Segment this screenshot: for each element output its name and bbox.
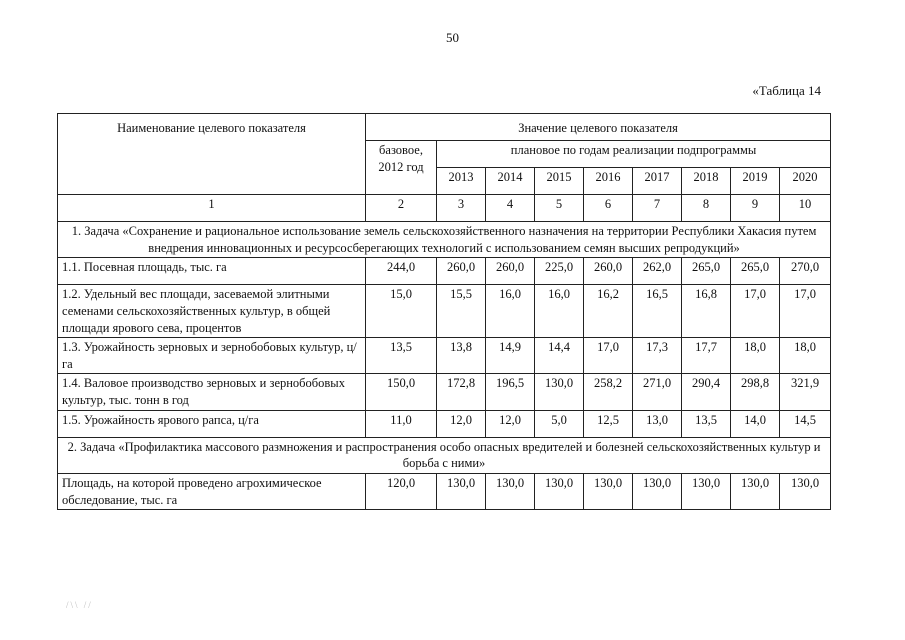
indicator-value: 130,0 xyxy=(535,374,584,410)
year-header: 2015 xyxy=(535,168,584,195)
indicator-value: 13,8 xyxy=(437,338,486,374)
column-number: 3 xyxy=(437,195,486,222)
indicator-value: 14,5 xyxy=(780,410,831,437)
column-number: 10 xyxy=(780,195,831,222)
header-planned-years: плановое по годам реализации подпрограммы xyxy=(437,141,831,168)
indicator-value: 150,0 xyxy=(366,374,437,410)
page-number: 50 xyxy=(446,30,459,45)
year-header: 2014 xyxy=(486,168,535,195)
indicator-value: 17,0 xyxy=(584,338,633,374)
indicator-value: 12,0 xyxy=(486,410,535,437)
indicator-value: 16,2 xyxy=(584,285,633,338)
target-indicators-table xyxy=(57,113,831,510)
indicator-value: 16,0 xyxy=(486,285,535,338)
indicator-value: 262,0 xyxy=(633,258,682,285)
column-number: 7 xyxy=(633,195,682,222)
indicator-value: 17,3 xyxy=(633,338,682,374)
task-2-heading: 2. Задача «Профилактика массового размножения и распространения особо опасных вредителей и болезней сельскохозяйственных культур и борьба с ними» xyxy=(58,437,831,473)
indicator-value: 13,0 xyxy=(633,410,682,437)
indicator-value: 130,0 xyxy=(633,473,682,509)
column-number: 2 xyxy=(366,195,437,222)
indicator-value: 120,0 xyxy=(366,473,437,509)
indicator-value: 14,9 xyxy=(486,338,535,374)
indicator-value: 260,0 xyxy=(486,258,535,285)
indicator-value: 265,0 xyxy=(682,258,731,285)
table-caption: «Таблица 14 xyxy=(752,83,821,98)
indicator-value: 244,0 xyxy=(366,258,437,285)
indicator-value: 15,0 xyxy=(366,285,437,338)
indicator-value: 260,0 xyxy=(437,258,486,285)
indicator-value: 130,0 xyxy=(437,473,486,509)
indicator-value: 14,0 xyxy=(731,410,780,437)
column-number: 4 xyxy=(486,195,535,222)
column-number: 9 xyxy=(731,195,780,222)
indicator-value: 18,0 xyxy=(780,338,831,374)
indicator-value: 18,0 xyxy=(731,338,780,374)
column-number: 8 xyxy=(682,195,731,222)
indicator-name: Площадь, на которой проведено агрохимическое обследование, тыс. га xyxy=(58,473,366,509)
header-base-year: базовое, 2012 год xyxy=(366,141,437,195)
year-header: 2019 xyxy=(731,168,780,195)
header-indicator-name: Наименование целевого показателя xyxy=(58,114,366,195)
indicator-name: 1.2. Удельный вес площади, засеваемой элитными семенами сельскохозяйственных культур, в общей площади ярового сева, процентов xyxy=(58,285,366,338)
indicator-value: 16,5 xyxy=(633,285,682,338)
column-number: 1 xyxy=(58,195,366,222)
indicator-value: 13,5 xyxy=(366,338,437,374)
year-header: 2016 xyxy=(584,168,633,195)
indicator-value: 172,8 xyxy=(437,374,486,410)
indicator-value: 15,5 xyxy=(437,285,486,338)
indicator-value: 17,7 xyxy=(682,338,731,374)
indicator-value: 16,8 xyxy=(682,285,731,338)
task-1-heading: 1. Задача «Сохранение и рациональное использование земель сельскохозяйственного назначения на территории Республики Хакасия путем внедрения инновационных и ресурсосберегающих технологий с использованием семян высших репродукций» xyxy=(58,222,831,258)
year-header: 2017 xyxy=(633,168,682,195)
column-number: 5 xyxy=(535,195,584,222)
indicator-value: 271,0 xyxy=(633,374,682,410)
year-header: 2013 xyxy=(437,168,486,195)
scan-artifact-mark: /\\ // xyxy=(66,600,93,610)
indicator-name: 1.3. Урожайность зерновых и зернобобовых культур, ц/га xyxy=(58,338,366,374)
header-indicator-value: Значение целевого показателя xyxy=(366,114,831,141)
indicator-value: 270,0 xyxy=(780,258,831,285)
indicator-value: 258,2 xyxy=(584,374,633,410)
indicator-value: 260,0 xyxy=(584,258,633,285)
indicator-value: 130,0 xyxy=(584,473,633,509)
column-number: 6 xyxy=(584,195,633,222)
indicator-value: 225,0 xyxy=(535,258,584,285)
indicator-value: 265,0 xyxy=(731,258,780,285)
indicator-value: 130,0 xyxy=(682,473,731,509)
indicator-value: 321,9 xyxy=(780,374,831,410)
indicator-name: 1.4. Валовое производство зерновых и зернобобовых культур, тыс. тонн в год xyxy=(58,374,366,410)
indicator-name: 1.1. Посевная площадь, тыс. га xyxy=(58,258,366,285)
indicator-value: 11,0 xyxy=(366,410,437,437)
year-header: 2018 xyxy=(682,168,731,195)
indicator-value: 13,5 xyxy=(682,410,731,437)
indicator-value: 5,0 xyxy=(535,410,584,437)
indicator-value: 130,0 xyxy=(731,473,780,509)
indicator-value: 14,4 xyxy=(535,338,584,374)
indicator-value: 196,5 xyxy=(486,374,535,410)
indicator-value: 17,0 xyxy=(731,285,780,338)
year-header: 2020 xyxy=(780,168,831,195)
indicator-name: 1.5. Урожайность ярового рапса, ц/га xyxy=(58,410,366,437)
indicator-value: 130,0 xyxy=(486,473,535,509)
indicator-value: 12,5 xyxy=(584,410,633,437)
indicator-value: 130,0 xyxy=(535,473,584,509)
indicator-value: 17,0 xyxy=(780,285,831,338)
indicator-value: 130,0 xyxy=(780,473,831,509)
indicator-value: 16,0 xyxy=(535,285,584,338)
indicator-value: 290,4 xyxy=(682,374,731,410)
indicator-value: 298,8 xyxy=(731,374,780,410)
indicator-value: 12,0 xyxy=(437,410,486,437)
